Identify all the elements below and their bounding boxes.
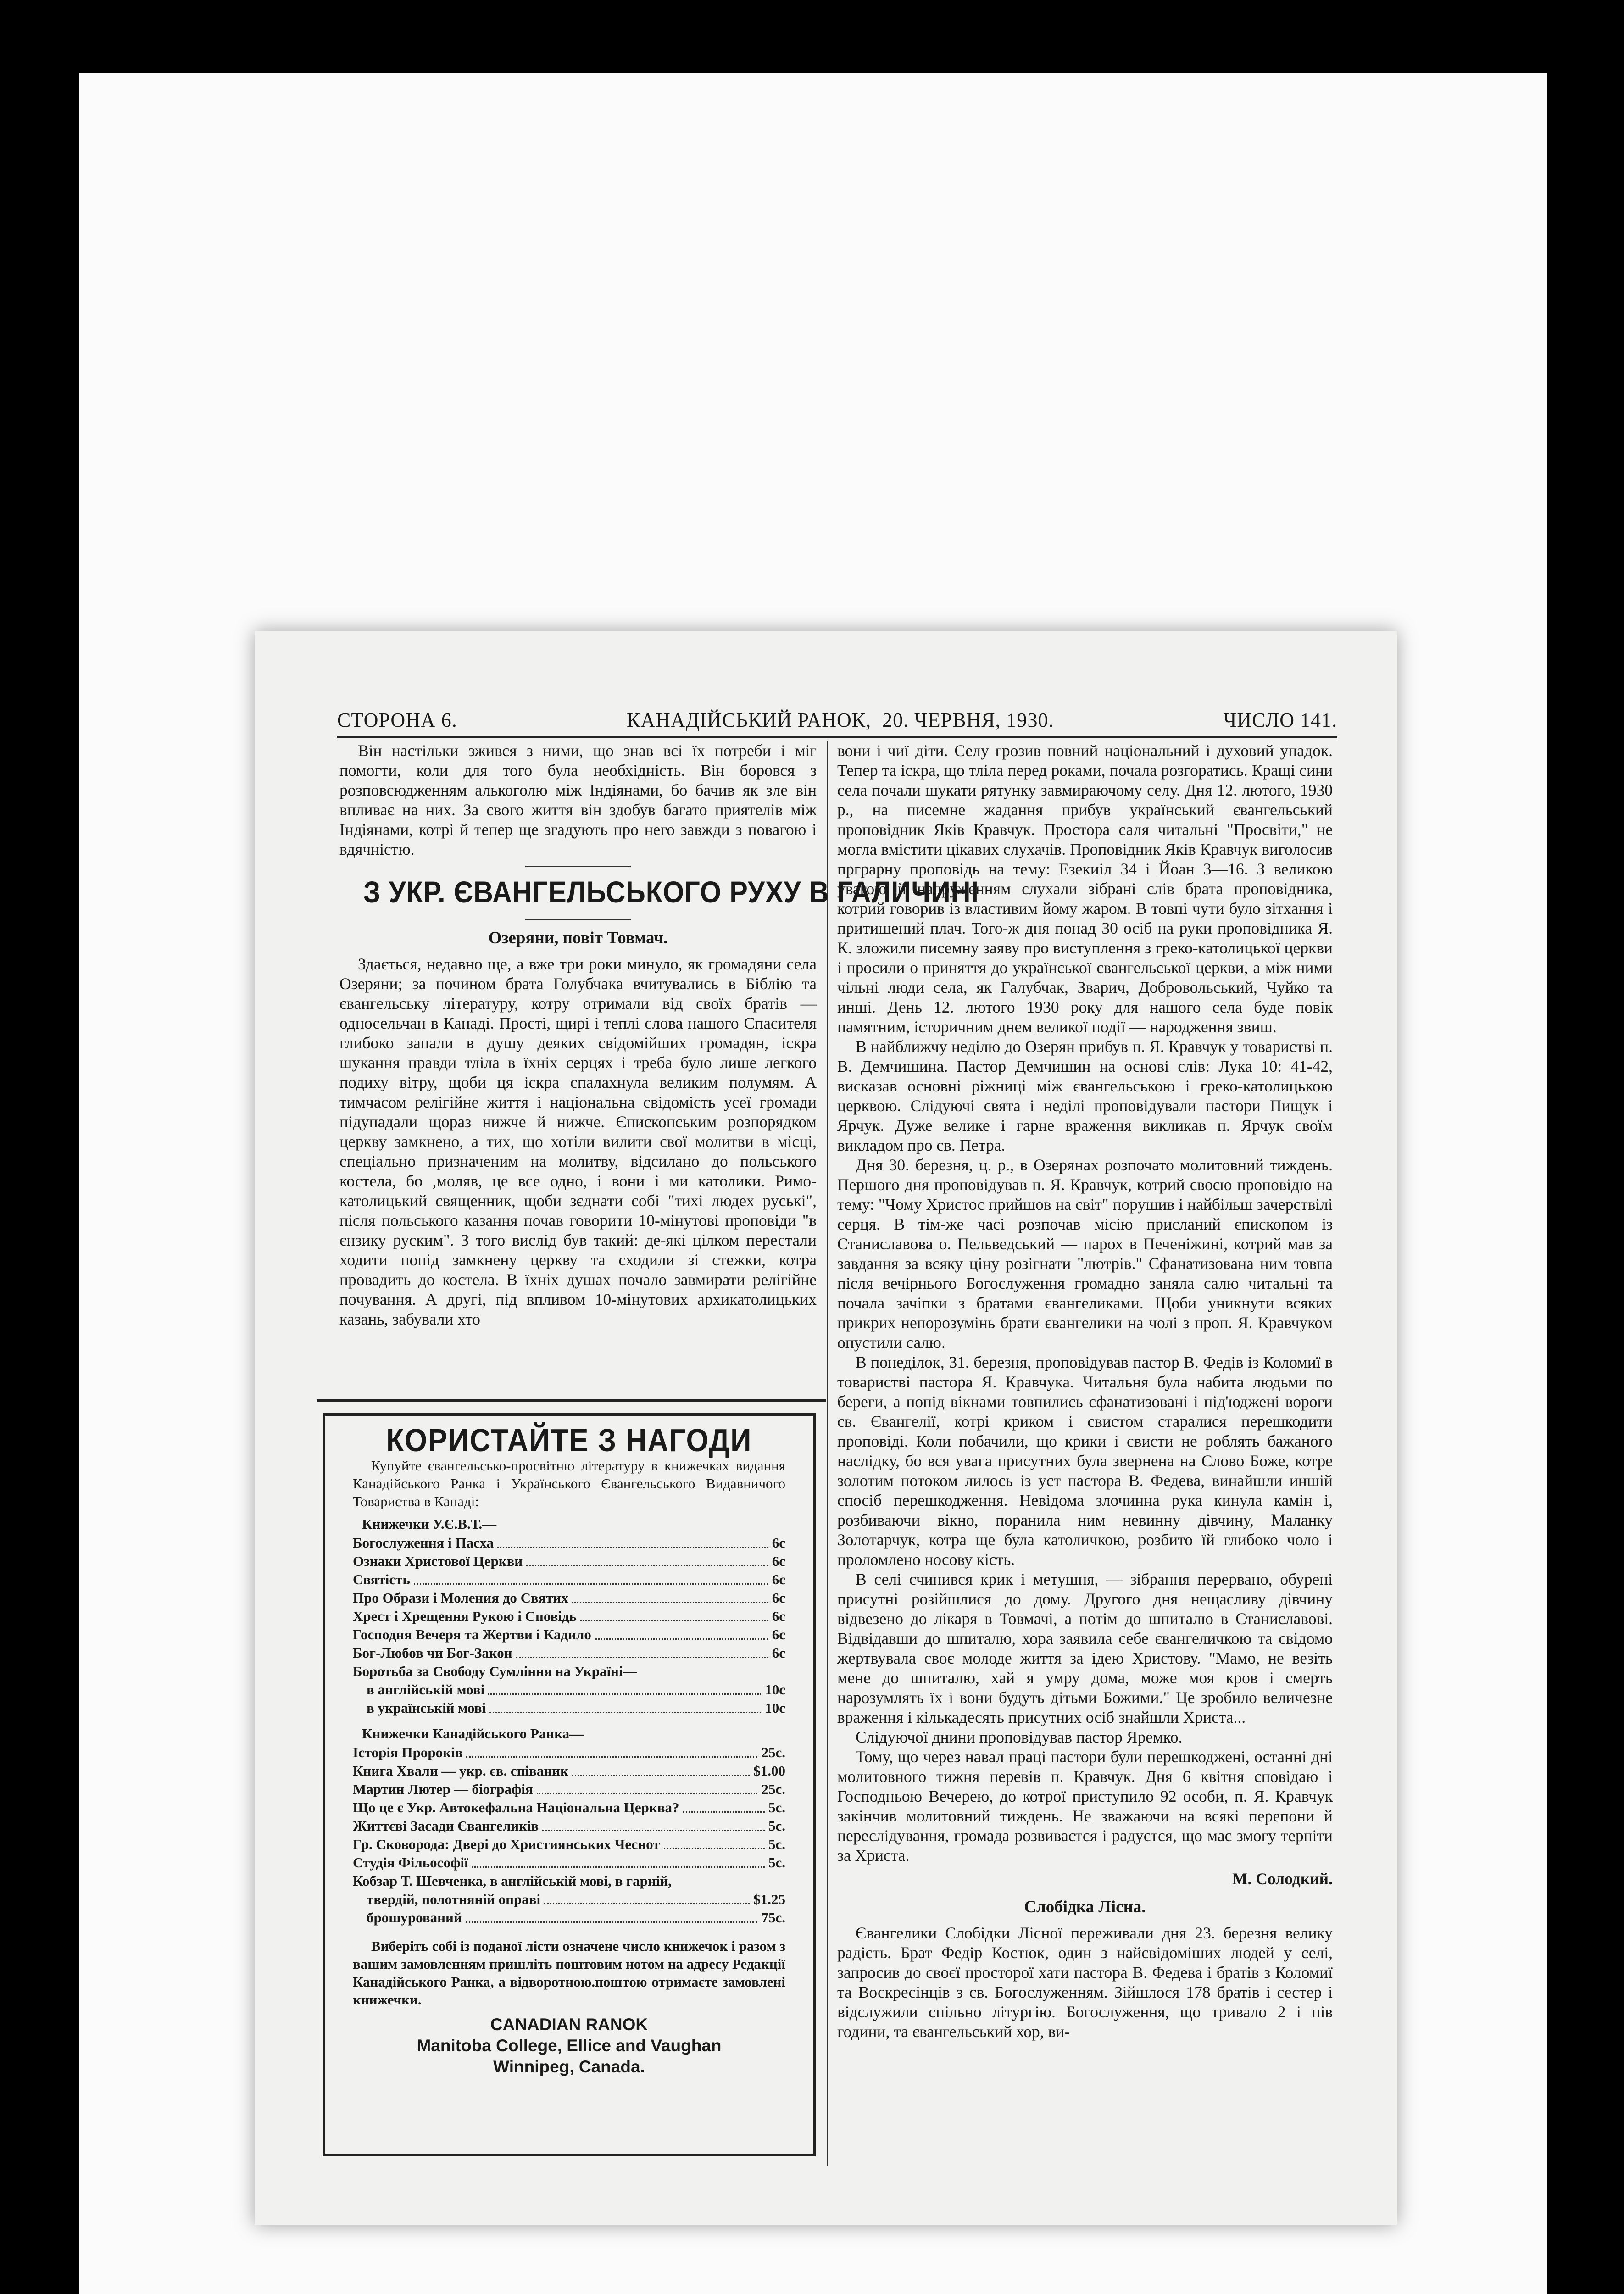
book-item: Богослуження і Пасха 6c — [353, 1535, 785, 1551]
ad-top-rule — [317, 1399, 826, 1402]
article-dateline: Озеряни, повіт Товмач. — [488, 929, 668, 947]
address-city: Winnipeg, Canada. — [493, 2057, 645, 2076]
book-item: Мартин Лютер — біографія 25c. — [353, 1781, 785, 1797]
article-paragraph: Слідуючої днини проповідував пастор Яремко. — [856, 1728, 1183, 1746]
book-item: Історія Пророків 25c. — [353, 1744, 785, 1760]
article-paragraph: Тому, що через навал праці пастори були перешкоджені, останні дні молитовного тижня перевів п. Кравчук. Дня 6 квітня сповідаю і Господньою Вечерею, до котрої приступило 92 особи, п. Я. Кравчук закінчив молитовний тиждень. Не зважаючи на всякі перепони й переслідування, громада розвиваєтся і радуєтся, що має змогу терпіти за Христа. — [837, 1748, 1333, 1865]
book-item: Ознаки Христової Церкви 6c — [353, 1553, 785, 1569]
page-number: СТОРОНА 6. — [337, 709, 457, 731]
book-item: Що це є Укр. Автокефальна Національна Церква? 5c. — [353, 1799, 785, 1815]
book-item: Святість 6c — [353, 1571, 785, 1587]
book-item: Гр. Сковорода: Двері до Християнських Чеснот 5c. — [353, 1836, 785, 1852]
issue-date: 20. ЧЕРВНЯ, 1930. — [882, 709, 1054, 731]
book-item: Про Образи і Моления до Святих 6c — [353, 1590, 785, 1606]
left-column — [339, 741, 979, 1329]
book-item: в англійській мові 10c — [367, 1682, 785, 1698]
book-item: Хрест і Хрещення Рукою і Сповідь 6c — [353, 1608, 785, 1624]
book-item: Господня Вечеря та Жертви і Кадило 6c — [353, 1626, 785, 1643]
book-item: твердій, полотняній оправі $1.25 — [367, 1891, 785, 1907]
book-item: Життєві Засади Євангеликів 5c. — [353, 1818, 785, 1834]
article-headline: З УКР. ЄВАНГЕЛЬСЬКОГО РУХУ В ГАЛИЧИНІ — [363, 875, 979, 909]
section-rule — [525, 866, 631, 867]
book-item: брошурований 75c. — [367, 1910, 785, 1926]
address-street: Manitoba College, Ellice and Vaughan — [417, 2036, 722, 2055]
paper-name: КАНАДІЙСЬКИЙ РАНОК, — [626, 709, 872, 731]
header-rule — [337, 736, 1337, 738]
article-paragraph: В понеділок, 31. березня, проповідував пастор В. Федів із Коломиї в товаристві пастора Я. Кравчука. Читальня була набита людьми по береги, а попід вікнами товпились сфанатизовані і під'юджені вороги св. Євангелії, котрі криком і свистом старалися перешкодити проповіді. Коли побачили, що крики і свисти не роблять бажаного наслідку, бо вся увага присутних була звернена на Слово Боже, котре золотим потоком лилось із уст пастора В. Федева, винайшли иншій спосіб перешкодження. Невідома злочинна рука кинула камін і, розбиваючи вікно, поранила ним невинну дівчину, Маланку Золотарчук, котра ще була католичкою, розбито їй глибоко чоло і проломлено носову кість. — [837, 1353, 1333, 1569]
ad-address — [353, 2014, 785, 2077]
newspaper-page — [255, 631, 1397, 2225]
advertisement-box — [323, 1413, 816, 2156]
right-column — [837, 741, 1333, 2042]
ad-title: КОРИСТАЙТЕ З НАГОДИ — [386, 1422, 752, 1458]
book-item: Студія Фільософії 5c. — [353, 1854, 785, 1871]
article-paragraph: В селі счинився крик і метушня, — зібрання перервано, обурені присутні розійшлися до дому. Другого дня нещасливу дівчину відвезено до лікаря в Товмачі, а потім до шпиталю в Станиславові. Відвідавши до шпиталю, хора заявила себе євангеличкою та свідомо жертвувала своє молоде життя за ідею Христову. "Мамо, не везіть мене до шпиталю, хай я умру дома, може моя кров і смерть нарозумлять їх і вони будуть дітьми Божими." Це зробило величезне враження і кількадесять присутних осіб знайшли Христа... — [837, 1570, 1333, 1726]
ad-section-heading: Книжечки У.Є.В.Т.— — [362, 1516, 497, 1532]
issue-number: ЧИСЛО 141. — [1223, 709, 1337, 731]
ad-section-heading: Книжечки Канадійського Ранка— — [362, 1726, 584, 1742]
article-dateline: Слобідка Лісна. — [1024, 1898, 1146, 1916]
ad-order-instructions: Виберіть собі із поданої лісти означене число книжечок і разом з вашим замовленням пришліть поштовим нотом на адресу Редакції Канадійського Ранка, а відворотною.поштою отримаєте замовлені книжечки. — [353, 1938, 785, 2008]
book-item: в українській мові 10c — [367, 1700, 785, 1716]
article-paragraph: Євангелики Слобідки Лісної переживали дня 23. березня велику радість. Брат Федір Костюк, один з найсвідоміших людей у селі, запросив до своєї просторої хати пастора В. Федева і братів з Коломиї та Воскресінців з св. Богослуженням. Зійшлося 178 братів і сестер і відслужили спільно літургію. Богослуження, що тривало 2 і пів години, та євангельський хор, ви- — [837, 1924, 1333, 2041]
masthead-line — [457, 708, 1224, 732]
article-paragraph: В найближчу неділю до Озерян прибув п. Я. Кравчук у товаристві п. В. Демчишина. Пастор Демчишин на основі слів: Лука 10: 41-42, висказав основні ріжниці між євангельською і греко-католицькою церквою. Слідуючі свята і неділі проповідували пастори Пищук і Ярчук. Дуже велике і гарне враження викликав п. Ярчук своїм викладом про св. Петра. — [837, 1037, 1333, 1154]
ad-intro: Купуйте євангельсько-просвітню літературу в книжечках видання Канадійського Ранка і Українського Євангельського Видавничого Товариства в Канаді: — [353, 1458, 785, 1509]
book-title-line: Боротьба за Свободу Сумління на Україні— — [353, 1663, 637, 1679]
book-title-line: Кобзар Т. Шевченка, в англійській мові, в гарній, — [353, 1873, 672, 1889]
page-header — [337, 704, 1337, 732]
section-rule — [525, 919, 631, 920]
column-divider — [827, 741, 828, 2166]
article-paragraph: Здається, недавно ще, а вже три роки минуло, як громадяни села Озеряни; за почином брата Голубчака вчитувались в Біблію та євангельську літературу, котру отримали від своїх братів — односельчан в Канаді. Прості, щирі і теплі слова нашого Спасителя глибоко запали в душу деяких свідомійших громадян, іскра шукання правди тліла в їхніх серцях і треба було лише легкого подиху вітру, щоби ця іскра спалахнула великим полумям. А тимчасом релігійне життя і національна свідомість усеї громади підупадали щораз нижче й нижче. Єпископським розпорядком церкву замкнено, а тих, що хотіли вилити свої молитви в місці, спеціально призначеним на молитву, відсилано до польського костела, бо ,моляв, це все одно, і вони і ми католики. Римо-католицький священник, щоби зєднати собі "тихі людех руські", після польського казання почав говорити 10-мінутові проповіди "в єнзику руским". З того вислід був такий: де-які цілком перестали ходити попід замкнену церкву та сходили зі стежки, котра провадить до костела. В їхніх душах почало завмирати релігійне почування. А другі, під впливом 10-мінутових архикатолицьких казань, забували хто — [339, 955, 817, 1328]
continued-paragraph: Він настільки зжився з ними, що знав всі їх потреби і міг помогти, коли для того була необхідність. Він боровся з розповсюдженням алькоголю між Індіянами, бо бачив як зле він впливає на них. За свого життя він здобув багато приятелів між Індіянами, котрі й тепер ще згадують про него завжди з повагою і вдячністю. — [339, 741, 817, 858]
article-paragraph: Дня 30. березня, ц. р., в Озерянах розпочато молитовний тиждень. Першого дня проповідував п. Я. Кравчук, котрий своєю проповідю на тему: "Чому Христос прийшов на світ" порушив і найбільш зачерствілі серця. В тім-же часі розпочав місію присланий єпископом із Станиславова о. Пельведський — парох в Печеніжині, котрий мав за завдання за всяку ціну розігнати "лютрів." Сфанатизована ним товпа після вечірнього Богослуження громадно заняла салю читальні та почала зачіпки з братами євангеликами. Щоби уникнути всяких прикрих непорозумінь брати євангелики на чолі з проп. Я. Кравчуком опустили салю. — [837, 1156, 1333, 1352]
book-item: Книга Хвали — укр. єв. співаник $1.00 — [353, 1763, 785, 1779]
book-item: Бог-Любов чи Бог-Закон 6c — [353, 1645, 785, 1661]
article-paragraph: вони і чиї діти. Селу грозив повний національний і духовий упадок. Тепер та іскра, що тліла перед роками, почала розгоратись. Кращі сини села почали шукати рятунку завмираючому селу. Дня 12. лютого, 1930 р., на писемне жадання прибув український євангельський проповідник Яків Кравчук. Простора саля читальні "Просвіти," не могла вмістити цікавих слухачів. Проповідник Яків Кравчук виголосив прграрну проповідь на тему: Езекиіл 34 і Йоан 3—16. З великою увагою й напруженням слухали зібрані слів брата проповідника, котрий говорив із властивим йому жаром. В товпі чути було зітхання і притишений плач. Того-ж дня понад 30 осіб на руки проповідника Я. К. зложили писемну заяву про виступлення з греко-католицької церкви і просили о приняття до української євангельської церкви, а між ними чільні люди села, як Галубчак, Зварич, Добровольський, Чуйко та инші. День 12. лютого 1930 року для нашого села буде повік памятним, історичним днем великої події — народження звиш. — [837, 741, 1333, 1036]
address-name: CANADIAN RANOK — [490, 2015, 648, 2034]
author-signature: М. Солодкий. — [1232, 1870, 1333, 1888]
